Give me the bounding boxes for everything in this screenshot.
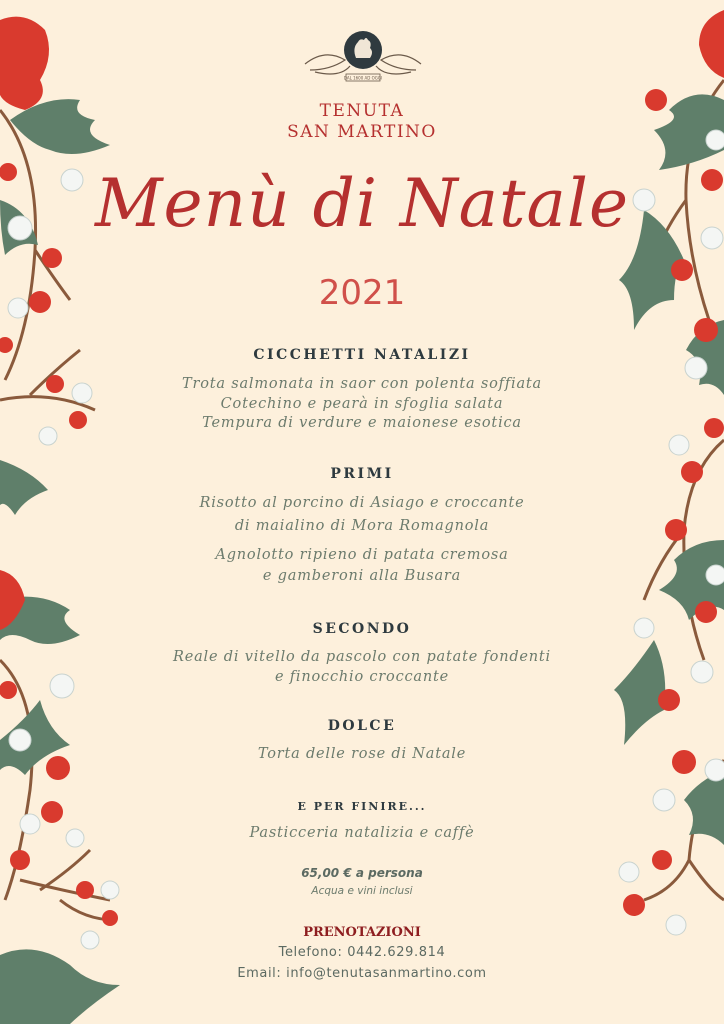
price-note: Acqua e vini inclusi	[311, 885, 413, 897]
menu-item: e finocchio croccante	[274, 669, 450, 685]
section-heading-secondo: SECONDO	[312, 621, 412, 637]
menu-item: Risotto al porcino di Asiago e croccante	[199, 495, 525, 511]
menu-title: Menù di Natale	[94, 165, 630, 242]
booking-heading: PRENOTAZIONI	[303, 925, 421, 940]
menu-item: e gamberoni alla Busara	[262, 568, 462, 584]
booking-phone: Telefono: 0442.629.814	[278, 945, 446, 960]
menu-item: Agnolotto ripieno di patata cremosa	[215, 547, 509, 563]
menu-item: Tempura di verdure e maionese esotica	[202, 415, 522, 431]
section-heading-primi: PRIMI	[330, 466, 394, 482]
section-heading-per-finire: E PER FINIRE...	[297, 800, 427, 813]
booking-email: Email: info@tenutasanmartino.com	[237, 966, 487, 981]
section-heading-dolce: DOLCE	[327, 718, 397, 734]
menu-item: Torta delle rose di Natale	[257, 746, 467, 762]
menu-item: di maialino di Mora Romagnola	[234, 518, 490, 534]
brand-line-2: SAN MARTINO	[287, 122, 437, 142]
brand-line-1: TENUTA	[319, 101, 405, 121]
rooster-logo-icon	[300, 28, 426, 90]
brand-name	[0, 101, 724, 143]
menu-item: Cotechino e pearà in sfoglia salata	[220, 396, 504, 412]
menu-item: Pasticceria natalizia e caffè	[249, 825, 475, 841]
menu-item: Reale di vitello da pascolo con patate fondenti	[173, 649, 551, 665]
menu-item: Trota salmonata in saor con polenta soffiata	[182, 376, 542, 392]
section-heading-cicchetti: CICCHETTI NATALIZI	[253, 347, 471, 363]
menu-year: 2021	[318, 273, 406, 313]
price: 65,00 € a persona	[301, 866, 423, 880]
logo-tagline: DAL 1600 AD OGGI	[343, 75, 383, 81]
